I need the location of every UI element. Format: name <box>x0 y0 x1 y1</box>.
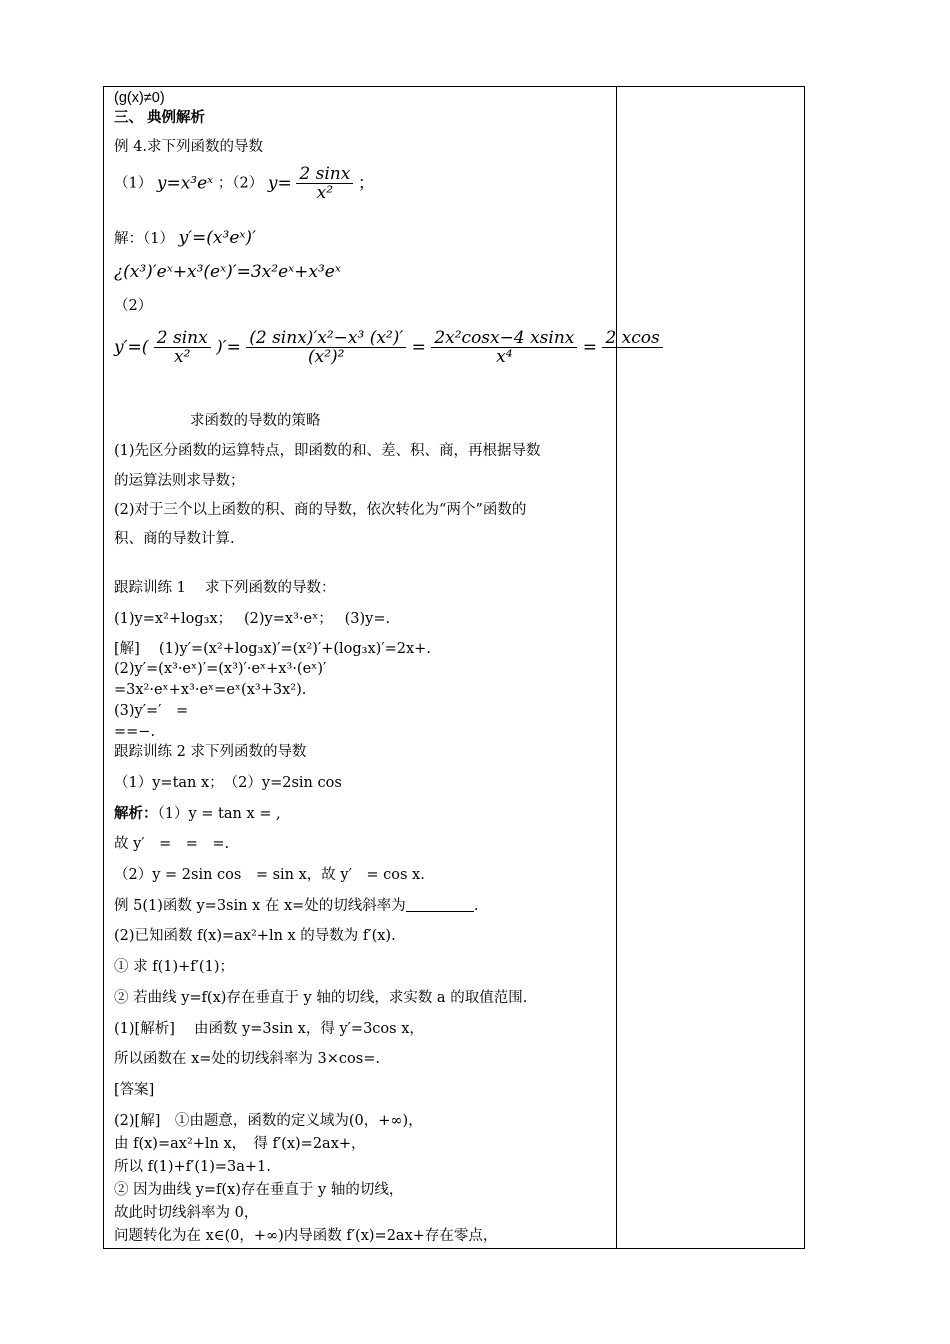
sol2-tail: 2 xcos <box>602 329 662 348</box>
example5-question-2-2: ② 若曲线 y=f(x)存在垂直于 y 轴的切线，求实数 a 的取值范围. <box>114 990 528 1006</box>
training1-solution-1: [解] (1)y′=(x²+log₃x)′=(x²)′+(log₃x)′=2x+. <box>114 641 431 657</box>
left-cell <box>114 87 660 1248</box>
example5-solution-1: (1)[解析] 由函数 y=3sin x，得 y′=3cos x， <box>114 1021 424 1037</box>
sol2-f2-numerator: (2 sinx)′x²−x³ (x²)′ <box>246 329 406 348</box>
training2-questions: （1）y=tan x； （2）y=2sin cos <box>114 775 342 791</box>
condition-line: (g(x)≠0) <box>114 90 165 106</box>
sol2-fraction-2 <box>246 329 406 366</box>
sol2-f1-numerator: 2 sinx <box>154 329 211 348</box>
ex5-q1-text: 例 5(1)函数 y=3sin x 在 x=处的切线斜率为 <box>114 898 406 914</box>
sol2-eq: = <box>411 337 426 358</box>
training2-answer-2: 故 y′ = = =. <box>114 836 230 852</box>
ex4-p2-fraction <box>296 165 353 202</box>
example4-title: 例 4.求下列函数的导数 <box>114 139 263 155</box>
strategy-1b: 的运算法则求导数； <box>114 473 245 489</box>
example5-solution-4: 由 f(x)=ax²+ln x， 得 f′(x)=2ax+， <box>114 1136 366 1152</box>
solution1-line <box>114 229 256 248</box>
example4-problems <box>114 165 375 202</box>
ex4-p1-label: （1） <box>114 175 153 192</box>
sol2-f3-denominator: x⁴ <box>496 347 513 367</box>
section-heading: 三、 典例解析 <box>114 110 206 126</box>
example5-solution-2: 所以函数在 x=处的切线斜率为 3×cos=. <box>114 1051 380 1067</box>
strategy-2a: (2)对于三个以上函数的积、商的导数，依次转化为“两个”函数的 <box>114 502 527 518</box>
strategy-title: 求函数的导数的策略 <box>190 413 321 429</box>
ex5-q1-end: . <box>473 898 479 914</box>
sol2-fraction-1 <box>154 329 211 366</box>
solution2-derivation <box>114 329 663 366</box>
sol2-mid: )′= <box>216 337 241 358</box>
right-cell <box>617 87 804 1248</box>
ex4-p2-label: ；（2） <box>217 175 264 192</box>
strategy-1a: (1)先区分函数的运算特点，即函数的和、差、积、商，再根据导数 <box>114 443 541 459</box>
sol2-lhs: y′=( <box>114 337 149 358</box>
training1-questions: (1)y=x²+log₃x； (2)y=x³·eˣ； (3)y=. <box>114 611 391 627</box>
ex4-p2-end: ； <box>357 173 375 194</box>
ex4-p2-denominator: x² <box>316 183 334 203</box>
training1-solution-2: (2)y′=(x³·eˣ)′=(x³)′·eˣ+x³·(eˣ)′ <box>114 661 327 677</box>
ex4-p1-expr: y=x³eˣ <box>156 173 214 194</box>
training2-title: 跟踪训练 2 求下列函数的导数 <box>114 744 307 760</box>
answer-blank <box>406 897 474 912</box>
sol2-eq2: = <box>582 337 598 358</box>
example5-answer-label: [答案] <box>114 1082 155 1098</box>
training2-answer-label: 解析： <box>114 805 158 822</box>
solution-label: 解：（1） <box>114 231 174 247</box>
training1-title: 跟踪训练 1 求下列函数的导数： <box>114 580 336 596</box>
sol2-f2-denominator: (x²)² <box>308 347 345 367</box>
example5-solution-5: 所以 f(1)+f′(1)=3a+1. <box>114 1159 271 1175</box>
example5-solution-8: 问题转化为在 x∈(0，+∞)内导函数 f′(x)=2ax+存在零点， <box>114 1228 498 1244</box>
solution1-expansion: ¿(x³)′eˣ+x³(eˣ)′=3x²eˣ+x³eˣ <box>114 262 341 282</box>
training2-answer-3: （2）y = 2sin cos = sin x，故 y′ = cos x. <box>114 867 425 883</box>
example5-solution-7: 故此时切线斜率为 0， <box>114 1205 259 1221</box>
strategy-2b: 积、商的导数计算. <box>114 531 235 547</box>
ex4-p2-lhs: y= <box>267 173 292 194</box>
sol2-fraction-3 <box>431 329 577 366</box>
sol2-f3-numerator: 2x²cosx−4 xsinx <box>431 329 577 348</box>
training1-solution-3: =3x²·eˣ+x³·eˣ=eˣ(x³+3x²). <box>114 682 307 698</box>
training2-answer-1 <box>114 805 281 823</box>
solution2-label: （2） <box>114 298 153 314</box>
example5-question-1 <box>114 897 478 915</box>
training2-answer-1-text: （1）y = tan x = , <box>157 806 281 822</box>
example5-question-2-1: ① 求 f(1)+f′(1)； <box>114 959 234 975</box>
content-table <box>103 86 805 1249</box>
solution1-expr: y′=(x³eˣ)′ <box>178 228 256 248</box>
training1-solution-4: (3)y′=′ = <box>114 703 189 719</box>
ex4-p2-numerator: 2 sinx <box>296 165 353 184</box>
training1-solution-5: ==−. <box>114 724 156 740</box>
example5-solution-3: (2)[解] ①由题意，函数的定义域为(0，+∞)， <box>114 1113 423 1129</box>
example5-solution-6: ② 因为曲线 y=f(x)存在垂直于 y 轴的切线， <box>114 1182 404 1198</box>
example5-question-2: (2)已知函数 f(x)=ax²+ln x 的导数为 f′(x). <box>114 928 396 944</box>
sol2-f1-denominator: x² <box>174 347 191 367</box>
